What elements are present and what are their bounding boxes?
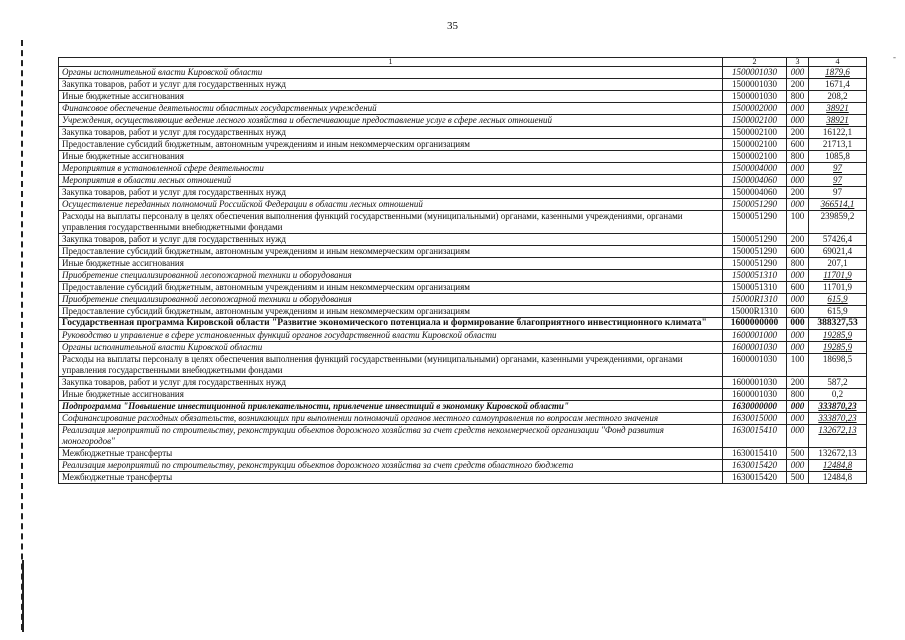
table-row bbox=[59, 115, 867, 127]
row-name-cell: Межбюджетные трансферты bbox=[59, 448, 723, 460]
row-code-cell: 1500051290 bbox=[723, 246, 787, 258]
row-amount-cell: 132672,13 bbox=[809, 425, 867, 448]
row-name-cell: Закупка товаров, работ и услуг для государственных нужд bbox=[59, 127, 723, 139]
row-code-cell: 1600001000 bbox=[723, 330, 787, 342]
row-code-cell: 1500051310 bbox=[723, 282, 787, 294]
corner-mark: - bbox=[893, 52, 896, 62]
row-name-cell: Реализация мероприятий по строительству, реконструкции объектов дорожного хозяйства за счет средств областного бюджета bbox=[59, 460, 723, 472]
column-number-3: 3 bbox=[787, 58, 809, 67]
row-type-cell: 200 bbox=[787, 127, 809, 139]
table-row bbox=[59, 246, 867, 258]
row-code-cell: 1630015420 bbox=[723, 460, 787, 472]
row-name-cell: Финансовое обеспечение деятельности областных государственных учреждений bbox=[59, 103, 723, 115]
row-name-cell: Межбюджетные трансферты bbox=[59, 472, 723, 484]
row-amount-cell: 132672,13 bbox=[809, 448, 867, 460]
table-row bbox=[59, 127, 867, 139]
row-code-cell: 1500001030 bbox=[723, 79, 787, 91]
column-number-1: 1 bbox=[59, 58, 723, 67]
budget-table-body bbox=[59, 58, 867, 484]
table-row bbox=[59, 234, 867, 246]
row-amount-cell: 19285,9 bbox=[809, 330, 867, 342]
row-type-cell: 500 bbox=[787, 472, 809, 484]
row-amount-cell: 18698,5 bbox=[809, 354, 867, 377]
table-row bbox=[59, 199, 867, 211]
row-code-cell: 1500004060 bbox=[723, 187, 787, 199]
row-type-cell: 600 bbox=[787, 306, 809, 318]
table-row bbox=[59, 67, 867, 79]
row-code-cell: 1500002100 bbox=[723, 115, 787, 127]
row-name-cell: Предоставление субсидий бюджетным, автономным учреждениям и иным некоммерческим организациям bbox=[59, 306, 723, 318]
table-row bbox=[59, 318, 867, 330]
table-row bbox=[59, 151, 867, 163]
row-type-cell: 600 bbox=[787, 282, 809, 294]
row-amount-cell: 97 bbox=[809, 163, 867, 175]
row-type-cell: 800 bbox=[787, 91, 809, 103]
row-type-cell: 000 bbox=[787, 318, 809, 330]
row-code-cell: 1500051290 bbox=[723, 258, 787, 270]
table-row bbox=[59, 211, 867, 234]
row-type-cell: 200 bbox=[787, 377, 809, 389]
row-code-cell: 1500002100 bbox=[723, 127, 787, 139]
table-row bbox=[59, 401, 867, 413]
row-type-cell: 000 bbox=[787, 413, 809, 425]
table-row bbox=[59, 294, 867, 306]
row-code-cell: 1500002000 bbox=[723, 103, 787, 115]
row-type-cell: 000 bbox=[787, 115, 809, 127]
column-number-4: 4 bbox=[809, 58, 867, 67]
row-type-cell: 600 bbox=[787, 246, 809, 258]
table-row bbox=[59, 91, 867, 103]
row-name-cell: Учреждения, осуществляющие ведение лесного хозяйства и обеспечивающие предоставление услуг в сфере лесных отношений bbox=[59, 115, 723, 127]
row-code-cell: 1500002100 bbox=[723, 151, 787, 163]
row-type-cell: 000 bbox=[787, 401, 809, 413]
row-name-cell: Приобретение специализированной лесопожарной техники и оборудования bbox=[59, 294, 723, 306]
row-amount-cell: 16122,1 bbox=[809, 127, 867, 139]
row-type-cell: 000 bbox=[787, 330, 809, 342]
row-code-cell: 1500001030 bbox=[723, 91, 787, 103]
row-code-cell: 15000R1310 bbox=[723, 306, 787, 318]
row-amount-cell: 1085,8 bbox=[809, 151, 867, 163]
row-amount-cell: 239859,2 bbox=[809, 211, 867, 234]
page-number: 35 bbox=[447, 20, 458, 32]
row-type-cell: 600 bbox=[787, 139, 809, 151]
row-code-cell: 1600001030 bbox=[723, 389, 787, 401]
row-amount-cell: 388327,53 bbox=[809, 318, 867, 330]
row-code-cell: 1500002100 bbox=[723, 139, 787, 151]
row-name-cell: Предоставление субсидий бюджетным, автономным учреждениям и иным некоммерческим организациям bbox=[59, 139, 723, 151]
row-amount-cell: 12484,8 bbox=[809, 472, 867, 484]
row-name-cell: Органы исполнительной власти Кировской области bbox=[59, 342, 723, 354]
row-type-cell: 800 bbox=[787, 389, 809, 401]
row-name-cell: Предоставление субсидий бюджетным, автономным учреждениям и иным некоммерческим организациям bbox=[59, 282, 723, 294]
row-code-cell: 1600001030 bbox=[723, 342, 787, 354]
row-name-cell: Закупка товаров, работ и услуг для государственных нужд bbox=[59, 234, 723, 246]
row-type-cell: 200 bbox=[787, 79, 809, 91]
table-row bbox=[59, 139, 867, 151]
table-row bbox=[59, 460, 867, 472]
row-name-cell: Приобретение специализированной лесопожарной техники и оборудования bbox=[59, 270, 723, 282]
table-row bbox=[59, 282, 867, 294]
row-amount-cell: 366514,1 bbox=[809, 199, 867, 211]
row-name-cell: Расходы на выплаты персоналу в целях обеспечения выполнения функций государственными (муниципальными) органами, казенными учреждениями, органами управления государственными внебюджетными фондами bbox=[59, 211, 723, 234]
row-type-cell: 800 bbox=[787, 151, 809, 163]
row-code-cell: 1500051290 bbox=[723, 199, 787, 211]
table-row bbox=[59, 472, 867, 484]
row-code-cell: 1500001030 bbox=[723, 67, 787, 79]
row-name-cell: Закупка товаров, работ и услуг для государственных нужд bbox=[59, 377, 723, 389]
row-type-cell: 000 bbox=[787, 103, 809, 115]
row-amount-cell: 615,9 bbox=[809, 294, 867, 306]
row-name-cell: Иные бюджетные ассигнования bbox=[59, 91, 723, 103]
row-amount-cell: 333870,23 bbox=[809, 413, 867, 425]
row-name-cell: Реализация мероприятий по строительству, реконструкции объектов дорожного хозяйства за счет средств некоммерческой организации "Фонд развития моногородов" bbox=[59, 425, 723, 448]
row-name-cell: Закупка товаров, работ и услуг для государственных нужд bbox=[59, 79, 723, 91]
table-row bbox=[59, 103, 867, 115]
binding-margin-line-solid bbox=[22, 560, 24, 632]
budget-table bbox=[58, 57, 867, 484]
row-amount-cell: 333870,23 bbox=[809, 401, 867, 413]
row-code-cell: 1500051310 bbox=[723, 270, 787, 282]
row-type-cell: 500 bbox=[787, 448, 809, 460]
row-amount-cell: 38921 bbox=[809, 115, 867, 127]
table-row bbox=[59, 330, 867, 342]
row-amount-cell: 587,2 bbox=[809, 377, 867, 389]
row-name-cell: Государственная программа Кировской области "Развитие экономического потенциала и формирование благоприятного инвестиционного климата" bbox=[59, 318, 723, 330]
row-code-cell: 1630015000 bbox=[723, 413, 787, 425]
row-type-cell: 000 bbox=[787, 270, 809, 282]
row-code-cell: 1630015420 bbox=[723, 472, 787, 484]
table-row bbox=[59, 389, 867, 401]
table-row bbox=[59, 377, 867, 389]
table-row bbox=[59, 425, 867, 448]
row-amount-cell: 11701,9 bbox=[809, 270, 867, 282]
row-name-cell: Расходы на выплаты персоналу в целях обеспечения выполнения функций государственными (муниципальными) органами, казенными учреждениями, органами управления государственными внебюджетными фондами bbox=[59, 354, 723, 377]
row-amount-cell: 1671,4 bbox=[809, 79, 867, 91]
row-type-cell: 100 bbox=[787, 354, 809, 377]
row-name-cell: Подпрограмма "Повышение инвестиционной привлекательности, привлечение инвестиций в экономику Кировской области" bbox=[59, 401, 723, 413]
row-name-cell: Мероприятия в области лесных отношений bbox=[59, 175, 723, 187]
table-row bbox=[59, 354, 867, 377]
row-name-cell: Иные бюджетные ассигнования bbox=[59, 151, 723, 163]
row-name-cell: Органы исполнительной власти Кировской области bbox=[59, 67, 723, 79]
row-code-cell: 1500004060 bbox=[723, 175, 787, 187]
table-row bbox=[59, 258, 867, 270]
row-amount-cell: 19285,9 bbox=[809, 342, 867, 354]
row-amount-cell: 12484,8 bbox=[809, 460, 867, 472]
row-name-cell: Предоставление субсидий бюджетным, автономным учреждениям и иным некоммерческим организациям bbox=[59, 246, 723, 258]
row-code-cell: 1630000000 bbox=[723, 401, 787, 413]
row-type-cell: 000 bbox=[787, 294, 809, 306]
table-header-row bbox=[59, 58, 867, 67]
table-row bbox=[59, 413, 867, 425]
row-amount-cell: 97 bbox=[809, 187, 867, 199]
row-type-cell: 000 bbox=[787, 67, 809, 79]
row-code-cell: 1500051290 bbox=[723, 211, 787, 234]
row-name-cell: Иные бюджетные ассигнования bbox=[59, 389, 723, 401]
table-row bbox=[59, 163, 867, 175]
table-row bbox=[59, 175, 867, 187]
row-code-cell: 15000R1310 bbox=[723, 294, 787, 306]
row-amount-cell: 57426,4 bbox=[809, 234, 867, 246]
row-amount-cell: 21713,1 bbox=[809, 139, 867, 151]
table-row bbox=[59, 306, 867, 318]
row-amount-cell: 207,1 bbox=[809, 258, 867, 270]
row-amount-cell: 0,2 bbox=[809, 389, 867, 401]
row-type-cell: 000 bbox=[787, 425, 809, 448]
row-code-cell: 1600001030 bbox=[723, 377, 787, 389]
row-type-cell: 000 bbox=[787, 163, 809, 175]
row-amount-cell: 97 bbox=[809, 175, 867, 187]
column-number-2: 2 bbox=[723, 58, 787, 67]
row-type-cell: 200 bbox=[787, 187, 809, 199]
row-name-cell: Руководство и управление в сфере установленных функций органов государственной власти Кировской области bbox=[59, 330, 723, 342]
row-code-cell: 1500051290 bbox=[723, 234, 787, 246]
row-code-cell: 1630015410 bbox=[723, 425, 787, 448]
row-name-cell: Иные бюджетные ассигнования bbox=[59, 258, 723, 270]
row-name-cell: Софинансирование расходных обязательств, возникающих при выполнении полномочий органов местного самоуправления по вопросам местного значения bbox=[59, 413, 723, 425]
row-type-cell: 000 bbox=[787, 175, 809, 187]
row-name-cell: Мероприятия в установленной сфере деятельности bbox=[59, 163, 723, 175]
row-type-cell: 000 bbox=[787, 342, 809, 354]
row-amount-cell: 11701,9 bbox=[809, 282, 867, 294]
row-amount-cell: 69021,4 bbox=[809, 246, 867, 258]
row-name-cell: Осуществление переданных полномочий Российской Федерации в области лесных отношений bbox=[59, 199, 723, 211]
row-amount-cell: 615,9 bbox=[809, 306, 867, 318]
row-type-cell: 000 bbox=[787, 460, 809, 472]
row-name-cell: Закупка товаров, работ и услуг для государственных нужд bbox=[59, 187, 723, 199]
row-type-cell: 800 bbox=[787, 258, 809, 270]
binding-margin-line bbox=[21, 40, 23, 630]
row-amount-cell: 208,2 bbox=[809, 91, 867, 103]
table-row bbox=[59, 342, 867, 354]
table-row bbox=[59, 448, 867, 460]
row-amount-cell: 1879,6 bbox=[809, 67, 867, 79]
row-type-cell: 100 bbox=[787, 211, 809, 234]
table-row bbox=[59, 79, 867, 91]
row-code-cell: 1500004000 bbox=[723, 163, 787, 175]
row-code-cell: 1600001030 bbox=[723, 354, 787, 377]
row-type-cell: 200 bbox=[787, 234, 809, 246]
table-row bbox=[59, 187, 867, 199]
row-code-cell: 1600000000 bbox=[723, 318, 787, 330]
row-amount-cell: 38921 bbox=[809, 103, 867, 115]
row-type-cell: 000 bbox=[787, 199, 809, 211]
row-code-cell: 1630015410 bbox=[723, 448, 787, 460]
table-row bbox=[59, 270, 867, 282]
